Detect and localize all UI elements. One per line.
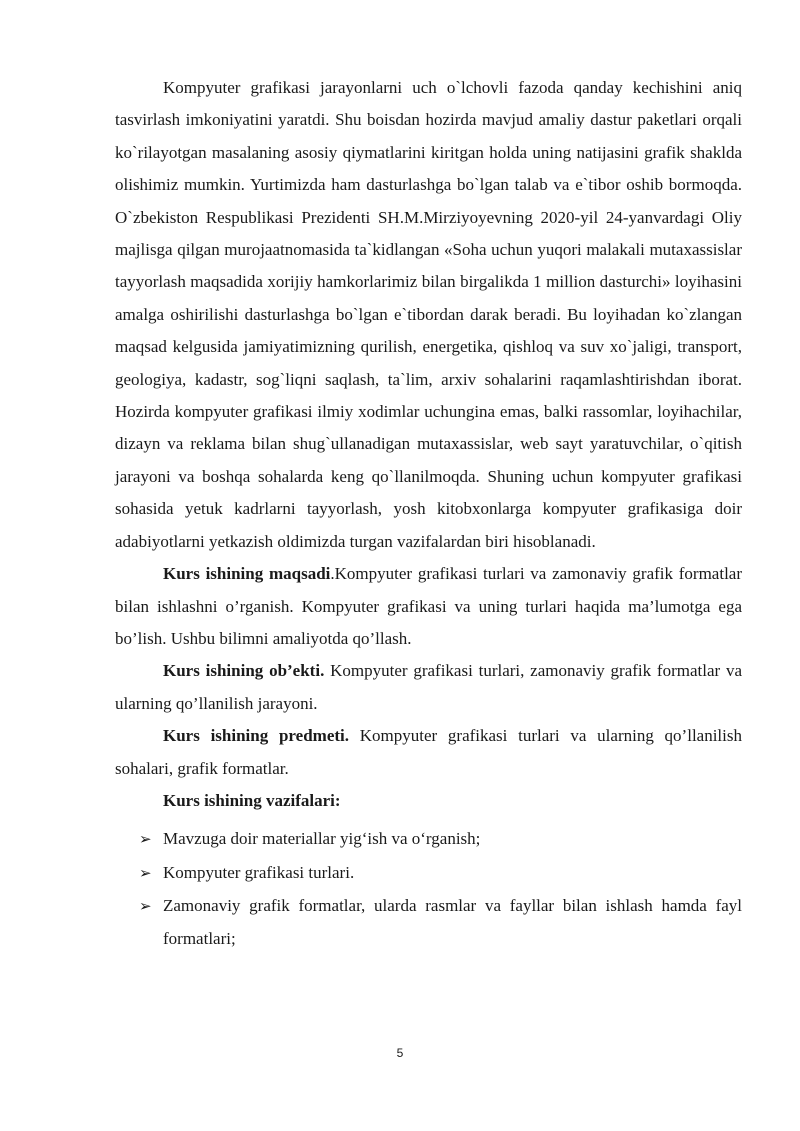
goal-paragraph [115,558,742,655]
list-item-text: Zamonaviy grafik formatlar, ularda rasmlar va fayllar bilan ishlash hamda fayl formatlari; [163,896,742,948]
list-item [115,857,742,889]
tasks-heading [115,785,742,817]
list-item-text: Mavzuga doir materiallar yig‘ish va o‘rganish; [163,829,481,849]
document-page [115,72,742,956]
page-number: 5 [396,1046,404,1060]
subject-text: Kompyuter grafikasi turlari va ularning qo’llanilish sohalari, grafik formatlar. [115,726,742,778]
goal-label: Kurs ishining maqsadi [163,564,331,584]
object-label: Kurs ishining ob’ekti. [163,661,325,681]
list-item-text: Kompyuter grafikasi turlari. [163,862,355,882]
arrowhead-bullet-icon: ➢ [139,897,152,916]
goal-text: .Kompyuter grafikasi turlari va zamonaviy grafik formatlar bilan ishlashni o’rganish. Kompyuter grafikasi va uning turlari haqida ma’lumotga ega bo’lish. Ushbu bilimni amaliyotda qo’llash. [115,564,742,648]
subject-label: Kurs ishining predmeti. [163,726,349,746]
list-item [115,890,742,955]
arrowhead-bullet-icon: ➢ [139,863,152,882]
tasks-list [115,823,742,955]
arrowhead-bullet-icon: ➢ [139,830,152,849]
list-item [115,823,742,855]
tasks-heading-label: Kurs ishining vazifalari: [163,790,341,810]
intro-paragraph: Kompyuter grafikasi jarayonlarni uch o`lchovli fazoda qanday kechishini aniq tasvirlash imkoniyatini yaratdi. Shu boisdan hozirda mavjud amaliy dastur paketlari orqali ko`rilayotgan masalaning asosiy qiymatlarini kiritgan holda uning natijasini grafik shaklda olishimiz mumkin. Yurtimizda ham dasturlashga bo`lgan talab va e`tibor oshib bormoqda. O`zbekiston Respublikasi Prezidenti SH.M.Mirziyoyevning 2020-yil 24-yanvardagi Oliy majlisga qilgan murojaatnomasida ta`kidlangan «Soha uchun yuqori malakali mutaxassislar tayyorlash maqsadida xorijiy hamkorlarimiz bilan birgalikda 1 million dasturchi» loyihasini amalga oshirilishi dasturlashga bo`lgan e`tibordan darak beradi. Bu loyihadan ko`zlangan maqsad kelgusida jamiyatimizning qurilish, energetika, qishloq va suv xo`jaligi, transport, geologiya, kadastr, sog`liqni saqlash, ta`lim, arxiv sohalarini raqamlashtirishdan iborat. Hozirda kompyuter grafikasi ilmiy xodimlar uchungina emas, balki rassomlar, loyihachilar, dizayn va reklama bilan shug`ullanadigan mutaxassislar, web sayt yaratuvchilar, o`qitish jarayoni va boshqa sohalarda keng qo`llanilmoqda. Shuning uchun kompyuter grafikasi sohasida yetuk kadrlarni tayyorlash, yosh kitobxonlarga kompyuter grafikasiga doir adabiyotlarni yetkazish oldimizda turgan vazifalardan biri hisoblanadi. [115,78,742,551]
subject-paragraph [115,720,742,785]
object-text: Kompyuter grafikasi turlari, zamonaviy grafik formatlar va ularning qo’llanilish jarayoni. [115,661,742,713]
object-paragraph [115,655,742,720]
